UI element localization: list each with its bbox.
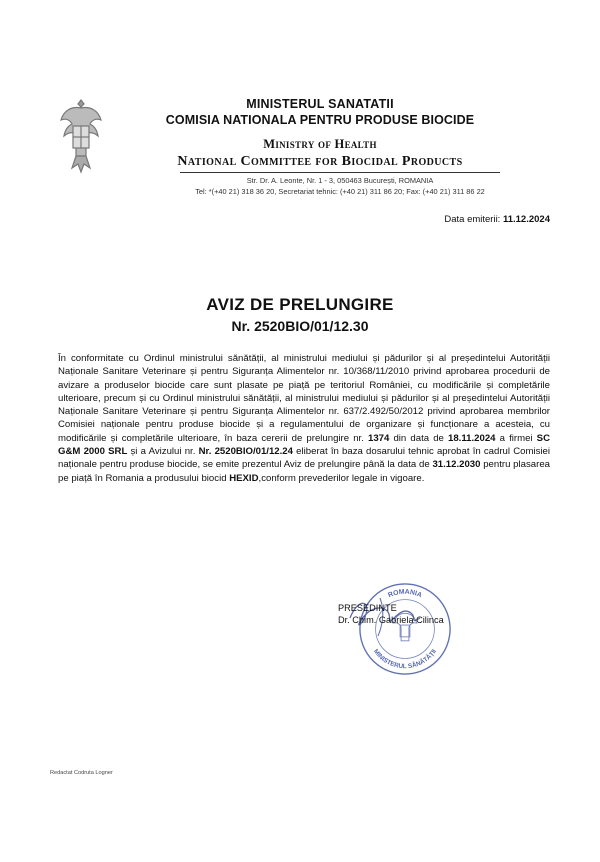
signature-block — [338, 602, 444, 626]
document-number: Nr. 2520BIO/01/12.30 — [231, 318, 369, 334]
body-text-part: pentru plasarea pe piață în Romania a produsului biocid — [58, 459, 550, 484]
contact-line: Tel: *(+40 21) 318 36 20, Secretariat tehnic: (+40 21) 311 86 20; Fax: (+40 21) 311 86 22 — [195, 187, 485, 196]
request-number: 1374 — [368, 432, 390, 444]
body-text-part: ,conform prevederilor legale in vigoare. — [258, 472, 425, 484]
address-line: Str. Dr. A. Leonte, Nr. 1 - 3, 050463 București, ROMANIA — [246, 176, 434, 185]
commission-name-en: National Committee for Biocidal Products — [177, 154, 463, 169]
previous-notice-number: Nr. 2520BIO/01/12.24 — [198, 446, 293, 458]
issue-date — [444, 214, 550, 225]
ministry-name-en: Ministry of Health — [263, 137, 377, 151]
request-date: 18.11.2024 — [448, 432, 496, 444]
body-text-part: din data de — [389, 432, 448, 444]
stamp-bottom-text: MINISTERUL SĂNĂTĂȚII — [371, 648, 439, 671]
body-text-part: și a Avizului nr. — [127, 446, 199, 458]
ministry-name-ro: MINISTERUL SANATATII — [246, 97, 394, 111]
body-text-part: În conformitate cu Ordinul ministrului sănătății, al ministrului mediului și pădurilor și al președintelui Autorității Naționale Sanitare Veterinare și pentru Siguranța Alimentelor nr. 10/368/11/2010 privind aprobarea procedurii de avizare a produselor biocide care sunt plasate pe piață pe teritoriul României, cu modificările și completările ulterioare, precum și cu Ordinul ministrului sănătății, al ministrului mediului și pădurilor și al președintelui Autorității Naționale Sanitare Veterinare și pentru Siguranța Alimentelor nr. 637/2.492/50/2012 privind aprobarea membrilor Comisiei naționale pentru produse biocide și a regulamentului de organizare și funcționare a acesteia, cu modificările și completările ulterioare, în baza cererii de prelungire nr. — [58, 353, 550, 444]
product-name: HEXID — [229, 472, 259, 484]
signatory-name: Dr. Chim. Gabriela Cilinca — [338, 615, 444, 625]
body-paragraph — [58, 352, 550, 485]
header-divider — [180, 172, 500, 173]
commission-name-ro: COMISIA NATIONALA PENTRU PRODUSE BIOCIDE — [165, 113, 475, 127]
stamp-top-text: ROMANIA — [387, 588, 423, 600]
issue-date-label: Data emiterii: — [444, 214, 501, 225]
body-text-part: a firmei — [495, 432, 537, 444]
signatory-role: PRESEDINTE — [338, 603, 397, 613]
body-text-part: eliberat în baza dosarului tehnic aprobat în cadrul Comisiei naționale pentru produse biocide, se emite prezentul Aviz de prelungire până la data de — [58, 446, 550, 471]
company-name: SC G&M 2000 SRL — [58, 432, 550, 458]
valid-until-date: 31.12.2030 — [432, 459, 481, 471]
issue-date-value: 11.12.2024 — [502, 214, 550, 225]
drafted-by-note: Redactat Codruta Logner — [50, 770, 113, 776]
document-title: AVIZ DE PRELUNGIRE — [206, 295, 394, 314]
